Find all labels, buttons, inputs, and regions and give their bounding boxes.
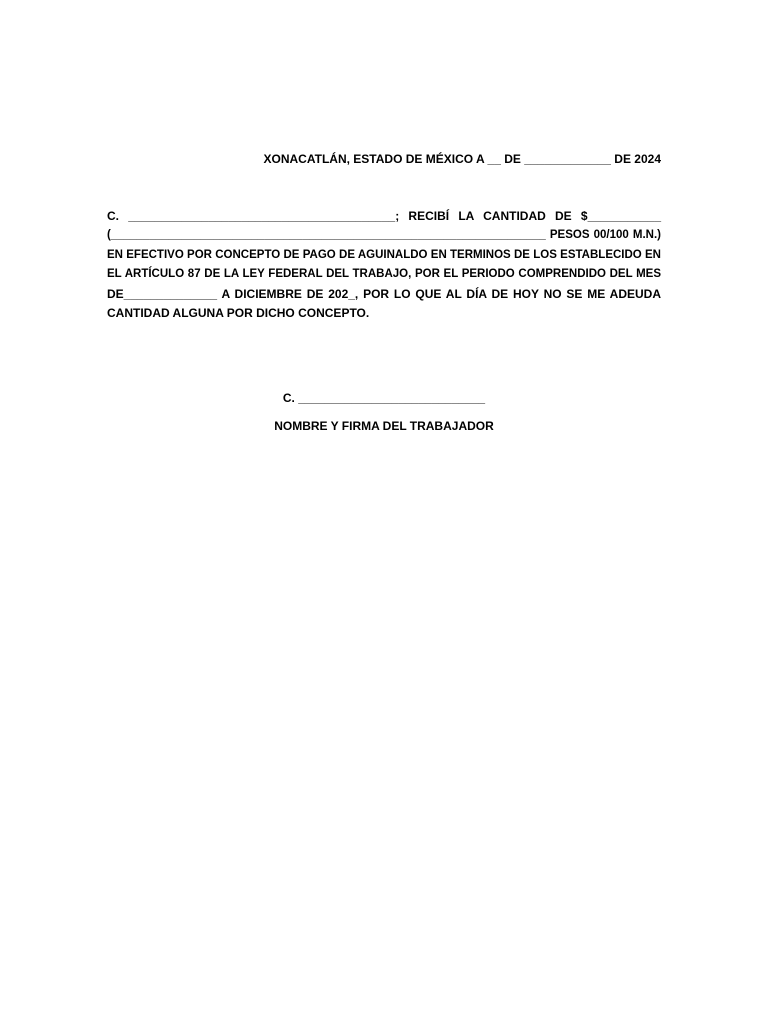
body-line-5: DE______________ A DICIEMBRE DE 202_, POR LO QUE AL DÍA DE HOY NO SE ME ADEUDA: [107, 286, 661, 301]
receipt-body-paragraph: [107, 207, 661, 323]
body-line-6: CANTIDAD ALGUNA POR DICHO CONCEPTO.: [107, 306, 370, 321]
body-line-1: C. ________________________________________; RECIBÍ LA CANTIDAD DE $___________: [107, 209, 661, 223]
place-and-date-line: XONACATLÁN, ESTADO DE MÉXICO A __ DE _____________ DE 2024: [263, 152, 661, 166]
body-line-3: EN EFECTIVO POR CONCEPTO DE PAGO DE AGUINALDO EN TERMINOS DE LOS ESTABLECIDO EN: [107, 248, 661, 261]
signature-line: C. ____________________________: [282, 391, 486, 405]
body-line-4: EL ARTÍCULO 87 DE LA LEY FEDERAL DEL TRABAJO, POR EL PERIODO COMPRENDIDO DEL MES: [107, 268, 661, 281]
signature-caption: NOMBRE Y FIRMA DEL TRABAJADOR: [274, 419, 494, 433]
body-line-2: (____________________________________________________________________ PESOS 00/100 M.N.): [107, 229, 661, 242]
